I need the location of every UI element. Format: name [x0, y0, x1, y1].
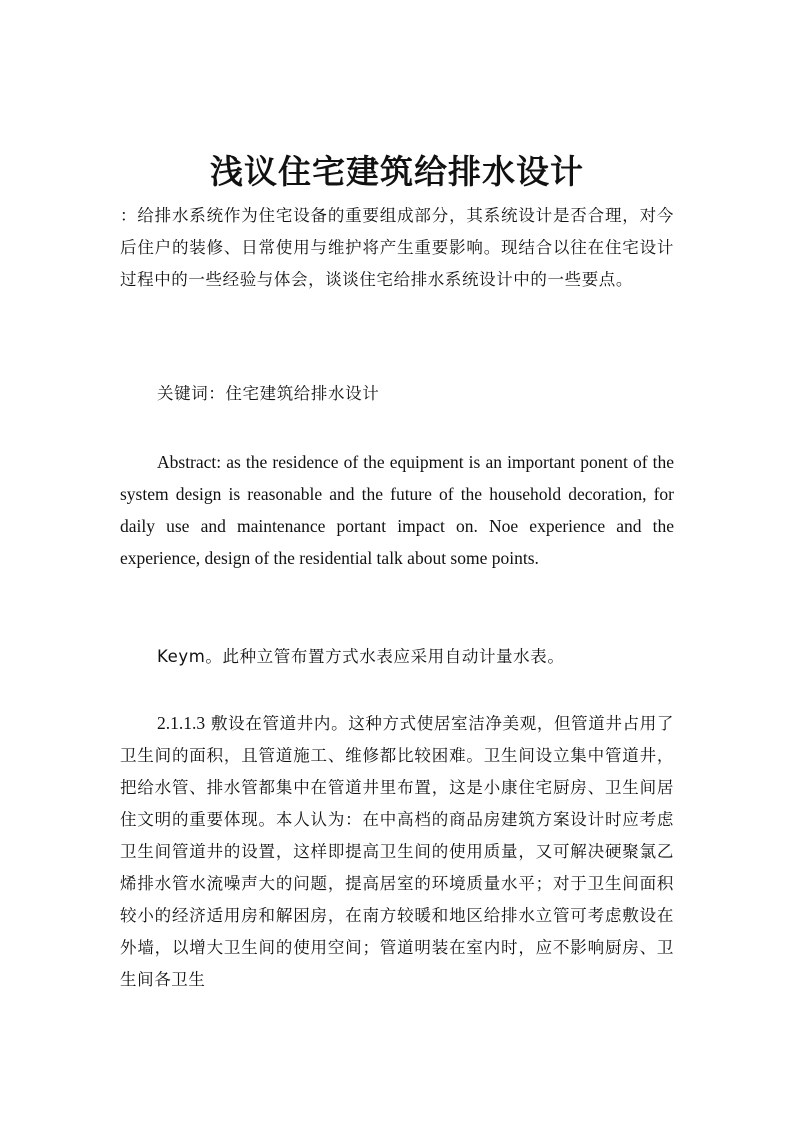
keywords-chinese: 关键词：住宅建筑给排水设计: [157, 384, 380, 403]
keywords-english: Keym。此种立管布置方式水表应采用自动计量水表。: [157, 647, 565, 666]
section-paragraph: [120, 707, 674, 996]
abstract-english: Abstract: as the residence of the equipment is an important ponent of the system design is reasonable and the future of the household decoration, for daily use and maintenance portant impact on. Noe experience and the experience, design of the residential talk about some points.: [120, 452, 674, 568]
section-text: 敷设在管道井内。这种方式使居室洁净美观，但管道井占用了卫生间的面积，且管道施工、维修都比较困难。卫生间设立集中管道井，把给水管、排水管都集中在管道井里布置，这是小康住宅厨房、卫生间居住文明的重要体现。本人认为：在中高档的商品房建筑方案设计时应考虑卫生间管道井的设置，这样即提高卫生间的使用质量，又可解决硬聚氯乙烯排水管水流噪声大的问题，提高居室的环境质量水平；对于卫生间面积较小的经济适用房和解困房，在南方较暖和地区给排水立管可考虑敷设在外墙，以增大卫生间的使用空间；管道明装在室内时，应不影响厨房、卫生间各卫生: [120, 714, 674, 989]
abstract-chinese: ：给排水系统作为住宅设备的重要组成部分，其系统设计是否合理，对今后住户的装修、日常使用与维护将产生重要影响。现结合以往在住宅设计过程中的一些经验与体会，谈谈住宅给排水系统设计中的一些要点。: [120, 206, 674, 289]
page-title: 浅议住宅建筑给排水设计: [210, 152, 584, 192]
section-number: 2.1.1.3: [157, 713, 206, 733]
